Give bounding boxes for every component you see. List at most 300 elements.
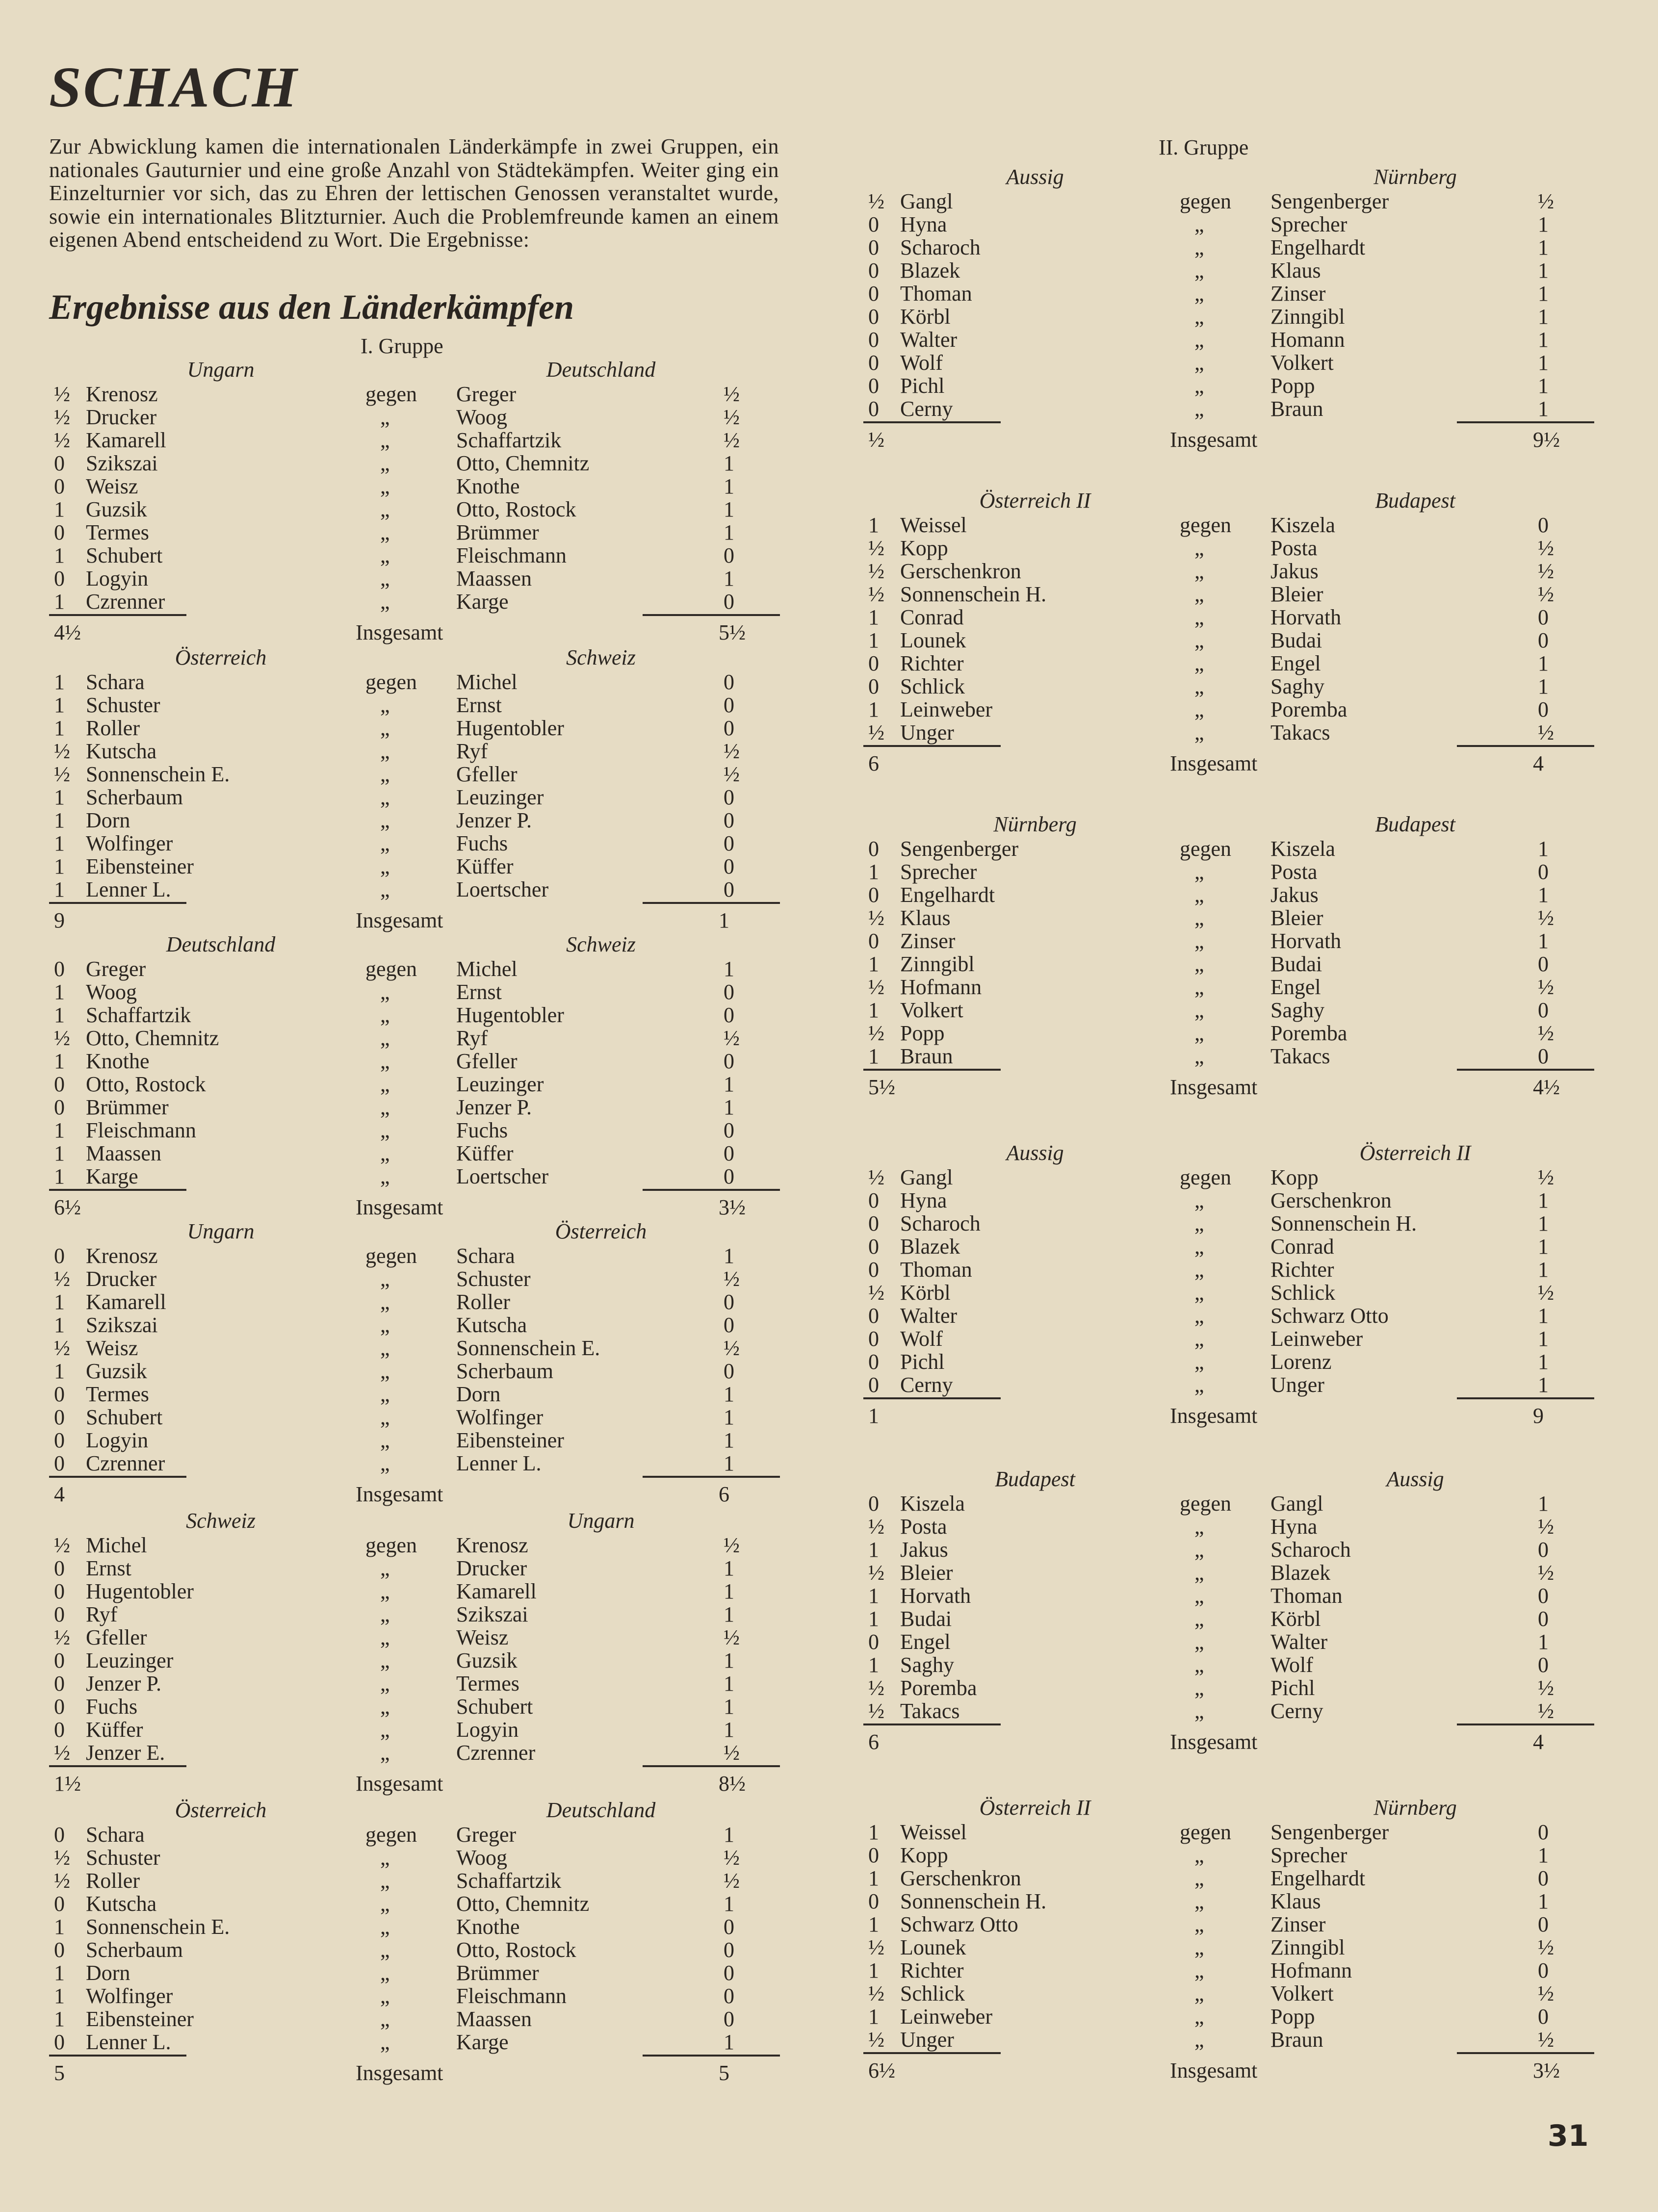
player-a: Hyna (900, 212, 947, 236)
ditto-mark: „ (1194, 952, 1204, 976)
game-row (863, 1165, 1599, 1188)
player-b: Bleier (1270, 906, 1323, 930)
ditto-mark: „ (1194, 651, 1204, 675)
ditto-mark: „ (1194, 2005, 1204, 2029)
ditto-mark: „ (380, 1336, 390, 1360)
game-row (863, 651, 1599, 674)
score-a: 0 (54, 1451, 65, 1475)
player-b: Körbl (1270, 1607, 1321, 1631)
score-b: 1 (1538, 929, 1549, 953)
score-b: 0 (724, 716, 734, 740)
game-row (49, 1914, 785, 1937)
team-a-name: Österreich (175, 645, 267, 669)
score-b: 0 (1538, 1820, 1549, 1844)
underline-right (1457, 421, 1594, 423)
score-a: ½ (54, 382, 70, 406)
score-b: ½ (1538, 1935, 1554, 1959)
game-row (863, 1560, 1599, 1583)
player-b: Knothe (456, 1915, 520, 1939)
ditto-mark: „ (380, 1556, 390, 1580)
score-b: 1 (1538, 1235, 1549, 1259)
total-label: Insgesamt (1170, 1075, 1258, 1099)
ditto-mark: „ (1194, 1843, 1204, 1867)
player-b: Hugentobler (456, 716, 564, 740)
player-b: Zinngibl (1270, 305, 1345, 329)
vs-word: gegen (1180, 1492, 1232, 1516)
score-a: 0 (868, 1843, 879, 1867)
game-row (863, 1234, 1599, 1257)
score-b: 0 (1538, 1607, 1549, 1631)
score-a: 0 (868, 212, 879, 236)
score-a: 0 (54, 1695, 65, 1719)
score-b: 0 (1538, 1866, 1549, 1890)
score-b: ½ (1538, 1281, 1554, 1305)
ditto-mark: „ (1194, 1607, 1204, 1631)
team-b-name: Österreich II (1359, 1141, 1471, 1165)
player-b: Bleier (1270, 582, 1323, 606)
game-row (49, 382, 785, 405)
player-a: Roller (86, 1869, 140, 1893)
score-a: 0 (54, 1095, 65, 1119)
ditto-mark: „ (380, 739, 390, 763)
player-b: Jakus (1270, 883, 1319, 907)
ditto-mark: „ (380, 428, 390, 452)
player-b: Fuchs (456, 1118, 508, 1142)
score-a: 0 (54, 1244, 65, 1268)
score-b: 0 (724, 854, 734, 878)
player-a: Otto, Rostock (86, 1072, 206, 1096)
score-a: 1 (54, 1141, 65, 1165)
player-a: Dorn (86, 1961, 130, 1985)
player-b: Otto, Chemnitz (456, 451, 590, 475)
game-row (49, 739, 785, 762)
game-row (863, 1211, 1599, 1234)
total-score-b: 4 (1533, 751, 1544, 775)
team-a-name: Ungarn (187, 1219, 255, 1243)
ditto-mark: „ (1194, 1630, 1204, 1654)
player-a: Jenzer E. (86, 1741, 165, 1765)
game-row (863, 605, 1599, 628)
score-a: 1 (54, 716, 65, 740)
player-b: Zinser (1270, 282, 1326, 306)
player-b: Saghy (1270, 998, 1324, 1022)
game-row (863, 1188, 1599, 1211)
ditto-mark: „ (1194, 1912, 1204, 1936)
player-b: Popp (1270, 374, 1315, 398)
game-row (863, 1698, 1599, 1722)
player-a: Thoman (900, 1258, 972, 1282)
total-row (863, 2058, 1599, 2081)
ditto-mark: „ (380, 474, 390, 498)
score-b: 1 (1538, 282, 1549, 306)
ditto-mark: „ (1194, 1676, 1204, 1700)
ditto-mark: „ (380, 1095, 390, 1119)
player-a: Sonnenschein H. (900, 1889, 1047, 1913)
game-row (49, 1243, 785, 1266)
player-b: Krenosz (456, 1533, 528, 1557)
score-a: 0 (54, 1672, 65, 1696)
score-a: 1 (54, 1003, 65, 1027)
score-a: ½ (868, 1676, 884, 1700)
player-a: Zinngibl (900, 952, 975, 976)
player-a: Gangl (900, 189, 953, 213)
player-a: Sonnenschein E. (86, 762, 230, 786)
player-a: Engelhardt (900, 883, 995, 907)
game-row (49, 785, 785, 808)
player-a: Drucker (86, 1267, 157, 1291)
total-label: Insgesamt (356, 620, 443, 644)
score-a: ½ (54, 1846, 70, 1870)
game-row (863, 513, 1599, 536)
team-b-name: Schweiz (566, 932, 636, 956)
player-b: Pichl (1270, 1676, 1315, 1700)
game-row (863, 327, 1599, 350)
player-a: Kopp (900, 536, 948, 560)
score-a: 0 (54, 1718, 65, 1742)
ditto-mark: „ (1194, 929, 1204, 953)
ditto-mark: „ (1194, 1866, 1204, 1890)
score-a: 1 (868, 628, 879, 652)
player-a: Weisz (86, 474, 138, 498)
player-a: Brümmer (86, 1095, 169, 1119)
vs-word: gegen (1180, 1165, 1232, 1189)
score-b: 0 (724, 1938, 734, 1962)
player-b: Brümmer (456, 520, 539, 544)
player-b: Schuster (456, 1267, 531, 1291)
player-b: Loertscher (456, 877, 549, 901)
score-b: ½ (724, 405, 740, 429)
game-row (49, 1312, 785, 1336)
ditto-mark: „ (380, 785, 390, 809)
player-a: Hyna (900, 1188, 947, 1212)
player-b: Drucker (456, 1556, 527, 1580)
score-b: 0 (724, 590, 734, 614)
ditto-mark: „ (380, 1290, 390, 1314)
game-row (863, 1843, 1599, 1866)
score-b: 0 (724, 670, 734, 694)
score-a: 1 (54, 1313, 65, 1337)
player-b: Küffer (456, 854, 514, 878)
game-row (863, 1349, 1599, 1372)
score-a: 1 (868, 513, 879, 537)
score-b: ½ (1538, 189, 1554, 213)
game-row (863, 350, 1599, 373)
score-b: ½ (724, 1533, 740, 1557)
game-row (49, 1382, 785, 1405)
ditto-mark: „ (1194, 1561, 1204, 1585)
vs-word: gegen (1180, 1820, 1232, 1844)
team-b-name: Ungarn (567, 1509, 635, 1533)
score-a: 0 (868, 397, 879, 421)
player-b: Budai (1270, 628, 1322, 652)
total-score-a: 1 (868, 1404, 879, 1428)
total-row (863, 751, 1599, 774)
total-label: Insgesamt (1170, 751, 1258, 775)
score-b: 0 (724, 831, 734, 855)
total-score-b: 1 (719, 908, 729, 932)
underline-left (863, 1069, 1001, 1071)
player-b: Termes (456, 1672, 519, 1696)
game-row (49, 497, 785, 520)
player-b: Dorn (456, 1382, 501, 1406)
player-a: Leinweber (900, 697, 993, 721)
score-b: ½ (1538, 1981, 1554, 2006)
ditto-mark: „ (380, 1672, 390, 1696)
player-b: Kamarell (456, 1579, 537, 1603)
total-row (49, 1482, 785, 1505)
player-b: Szikszai (456, 1602, 528, 1626)
score-a: 1 (54, 543, 65, 567)
game-row (863, 304, 1599, 327)
player-a: Schwarz Otto (900, 1912, 1018, 1936)
score-b: 1 (1538, 883, 1549, 907)
game-row (49, 1648, 785, 1671)
game-row (863, 1372, 1599, 1395)
player-b: Schara (456, 1244, 515, 1268)
ditto-mark: „ (380, 1405, 390, 1429)
game-row (863, 928, 1599, 952)
player-a: Richter (900, 651, 964, 675)
score-a: 0 (54, 1556, 65, 1580)
player-a: Otto, Chemnitz (86, 1026, 219, 1050)
game-row (49, 956, 785, 979)
player-a: Drucker (86, 405, 157, 429)
game-row (49, 1451, 785, 1474)
ditto-mark: „ (380, 2007, 390, 2031)
player-b: Ryf (456, 1026, 488, 1050)
player-a: Guzsik (86, 497, 147, 521)
total-row (863, 1729, 1599, 1752)
player-a: Schlick (900, 674, 965, 698)
score-b: 1 (1538, 1350, 1549, 1374)
score-b: ½ (724, 1869, 740, 1893)
player-a: Wolf (900, 1327, 943, 1351)
score-a: ½ (868, 1981, 884, 2006)
game-row (863, 582, 1599, 605)
ditto-mark: „ (380, 716, 390, 740)
game-row (49, 1359, 785, 1382)
ditto-mark: „ (1194, 559, 1204, 583)
player-a: Termes (86, 520, 149, 544)
score-a: 0 (54, 520, 65, 544)
score-b: 0 (1538, 1958, 1549, 1982)
group-label-1: I. Gruppe (361, 334, 443, 358)
score-b: 1 (724, 1892, 734, 1916)
game-row (863, 2027, 1599, 2050)
ditto-mark: „ (380, 566, 390, 591)
score-a: ½ (54, 1336, 70, 1360)
total-label: Insgesamt (356, 908, 443, 932)
score-b: 0 (1538, 1584, 1549, 1608)
score-a: ½ (54, 428, 70, 452)
ditto-mark: „ (1194, 674, 1204, 698)
score-b: 1 (724, 1579, 734, 1603)
score-b: 1 (724, 1244, 734, 1268)
player-a: Guzsik (86, 1359, 147, 1383)
score-a: ½ (868, 1281, 884, 1305)
game-row (49, 2006, 785, 2030)
score-b: ½ (1538, 2028, 1554, 2052)
score-b: 1 (1538, 1492, 1549, 1516)
game-row (863, 998, 1599, 1021)
score-b: 0 (724, 808, 734, 832)
team-b-name: Österreich (555, 1219, 647, 1243)
ditto-mark: „ (380, 1072, 390, 1096)
score-b: 0 (724, 1313, 734, 1337)
ditto-mark: „ (1194, 282, 1204, 306)
total-label: Insgesamt (356, 2061, 443, 2085)
player-a: Wolfinger (86, 1984, 173, 2008)
team-a-name: Schweiz (186, 1509, 256, 1533)
score-b: 0 (724, 1164, 734, 1188)
game-row (49, 566, 785, 589)
score-b: ½ (724, 428, 740, 452)
score-b: 0 (724, 1141, 734, 1165)
score-a: 1 (868, 1653, 879, 1677)
game-row (49, 1671, 785, 1694)
game-row (863, 674, 1599, 697)
score-a: ½ (868, 559, 884, 583)
score-a: 0 (868, 837, 879, 861)
player-b: Jenzer P. (456, 808, 532, 832)
player-a: Kamarell (86, 1290, 166, 1314)
score-b: 1 (1538, 1327, 1549, 1351)
player-b: Conrad (1270, 1235, 1334, 1259)
score-a: 0 (868, 258, 879, 283)
player-b: Braun (1270, 2028, 1323, 2052)
player-b: Posta (1270, 536, 1318, 560)
score-b: 0 (724, 1984, 734, 2008)
underline-right (1457, 2052, 1594, 2054)
player-b: Leinweber (1270, 1327, 1363, 1351)
team-a-name: Österreich (175, 1798, 267, 1822)
score-b: 1 (724, 1556, 734, 1580)
player-b: Popp (1270, 2005, 1315, 2029)
player-a: Schubert (86, 543, 163, 567)
ditto-mark: „ (380, 1625, 390, 1649)
player-a: Walter (900, 1304, 958, 1328)
ditto-mark: „ (380, 1741, 390, 1765)
player-b: Volkert (1270, 1981, 1334, 2006)
total-score-b: 4½ (1533, 1075, 1560, 1099)
total-score-b: 8½ (719, 1772, 746, 1796)
score-b: 1 (1538, 212, 1549, 236)
player-b: Woog (456, 1846, 508, 1870)
player-b: Gfeller (456, 762, 518, 786)
game-row (49, 1891, 785, 1914)
player-a: Cerny (900, 397, 953, 421)
player-b: Roller (456, 1290, 510, 1314)
player-a: Michel (86, 1533, 147, 1557)
total-score-a: 6½ (868, 2058, 895, 2083)
ditto-mark: „ (1194, 1699, 1204, 1723)
player-a: Scharoch (900, 235, 981, 259)
ditto-mark: „ (380, 520, 390, 544)
score-b: ½ (724, 1336, 740, 1360)
score-a: ½ (868, 582, 884, 606)
total-score-b: 3½ (1533, 2058, 1560, 2083)
player-a: Unger (900, 2028, 954, 2052)
underline-right (1457, 1397, 1594, 1399)
score-a: ½ (868, 975, 884, 999)
underline-left (49, 1765, 186, 1767)
ditto-mark: „ (380, 1118, 390, 1142)
player-b: Greger (456, 1823, 517, 1847)
total-score-a: 5½ (868, 1075, 895, 1099)
ditto-mark: „ (380, 1267, 390, 1291)
ditto-mark: „ (1194, 374, 1204, 398)
score-b: ½ (1538, 975, 1554, 999)
ditto-mark: „ (1194, 328, 1204, 352)
score-a: 1 (54, 590, 65, 614)
score-a: 0 (54, 1428, 65, 1452)
ditto-mark: „ (1194, 1188, 1204, 1212)
ditto-mark: „ (1194, 1515, 1204, 1539)
score-b: 1 (1538, 258, 1549, 283)
player-a: Budai (900, 1607, 952, 1631)
ditto-mark: „ (380, 2030, 390, 2054)
ditto-mark: „ (380, 1892, 390, 1916)
team-a-name: Budapest (995, 1467, 1075, 1491)
ditto-mark: „ (380, 1648, 390, 1672)
score-b: 1 (1538, 1843, 1549, 1867)
game-row (49, 877, 785, 900)
player-a: Sonnenschein H. (900, 582, 1047, 606)
ditto-mark: „ (380, 1313, 390, 1337)
ditto-mark: „ (1194, 351, 1204, 375)
player-a: Lenner L. (86, 2030, 171, 2054)
score-b: ½ (1538, 1699, 1554, 1723)
score-b: 0 (1538, 1912, 1549, 1936)
ditto-mark: „ (1194, 1538, 1204, 1562)
game-row (49, 1026, 785, 1049)
player-a: Braun (900, 1044, 953, 1068)
underline-left (49, 1189, 186, 1191)
ditto-mark: „ (1194, 235, 1204, 259)
player-b: Takacs (1270, 720, 1330, 745)
score-a: 0 (54, 451, 65, 475)
game-row (49, 1625, 785, 1648)
score-a: 1 (54, 1359, 65, 1383)
game-row (49, 1533, 785, 1556)
underline-left (49, 614, 186, 616)
ditto-mark: „ (380, 1695, 390, 1719)
player-a: Hofmann (900, 975, 982, 999)
score-a: 1 (868, 605, 879, 629)
game-row (49, 831, 785, 854)
score-a: ½ (868, 1935, 884, 1959)
score-b: 1 (1538, 674, 1549, 698)
game-row (49, 1717, 785, 1740)
ditto-mark: „ (1194, 212, 1204, 236)
ditto-mark: „ (380, 1049, 390, 1073)
game-row (49, 1694, 785, 1717)
total-score-a: ½ (868, 428, 884, 452)
player-b: Ernst (456, 980, 502, 1004)
player-a: Scherbaum (86, 785, 183, 809)
player-a: Czrenner (86, 590, 165, 614)
score-a: 1 (868, 1866, 879, 1890)
score-b: 0 (724, 785, 734, 809)
game-row (49, 520, 785, 543)
player-b: Klaus (1270, 258, 1321, 283)
score-b: ½ (1538, 720, 1554, 745)
ditto-mark: „ (380, 1846, 390, 1870)
total-row (49, 1195, 785, 1218)
score-b: 1 (724, 1072, 734, 1096)
player-a: Lounek (900, 1935, 966, 1959)
player-b: Sprecher (1270, 1843, 1347, 1867)
